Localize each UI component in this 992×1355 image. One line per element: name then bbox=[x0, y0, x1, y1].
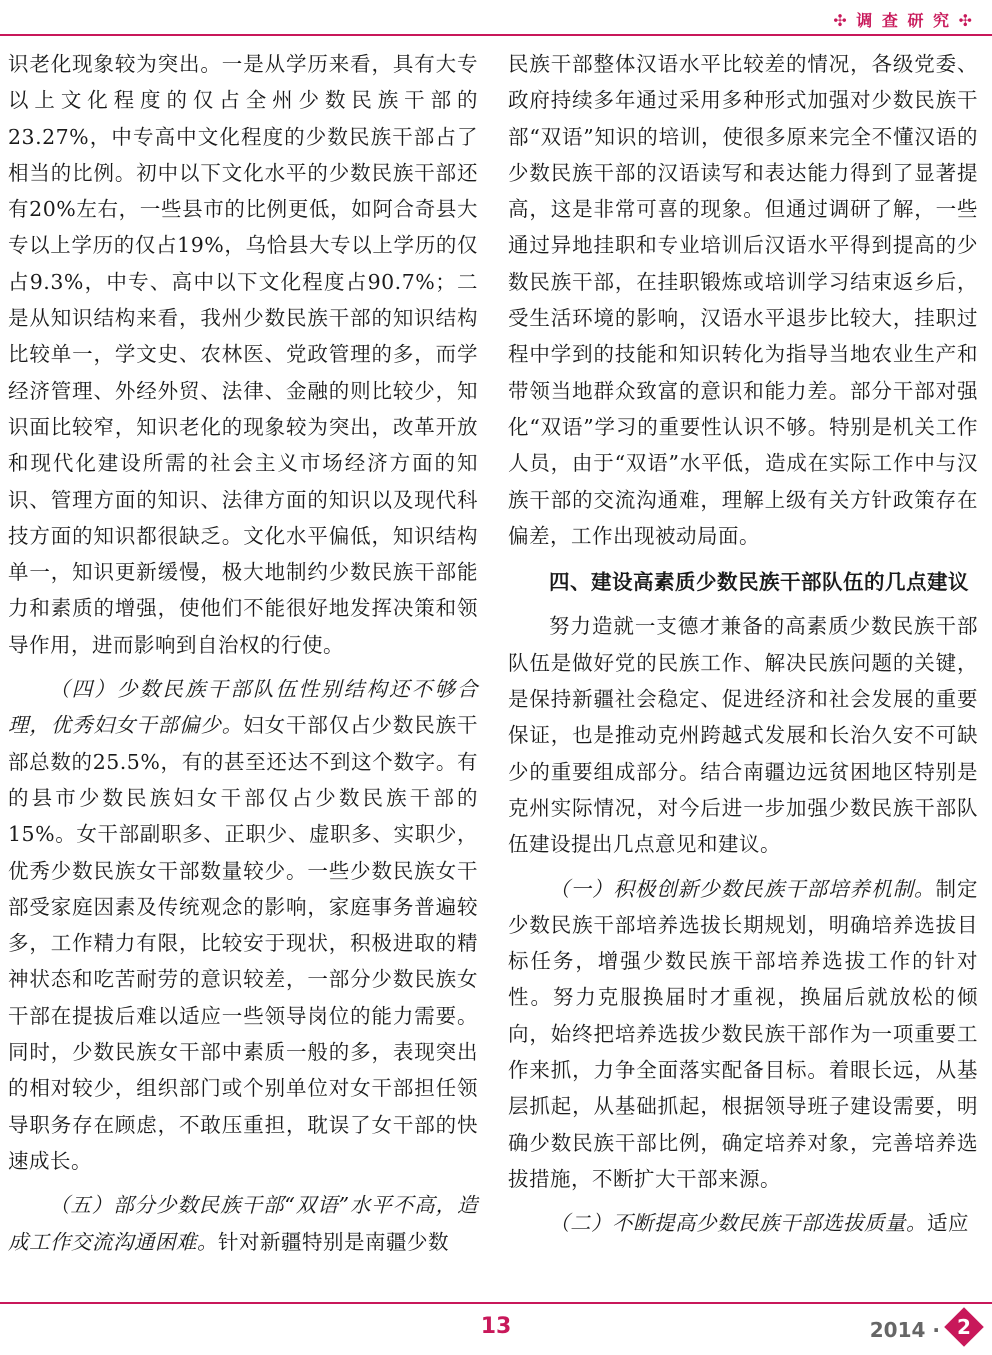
page-number: 13 bbox=[480, 1314, 512, 1339]
issue-number: 2 bbox=[957, 1315, 971, 1339]
paragraph-text: 针对新疆特别是南疆少数 bbox=[218, 1229, 449, 1254]
paragraph-text: 识老化现象较为突出。一是从学历来看，具有大专以上文化程度的仅占全州少数民族干部的23.27%，中专高中文化程度的少数民族干部占了相当的比例。初中以下文化水平的少数民族干部还有20%左右，一些县市的比例更低，如阿合奇县大专以上学历的仅占19%，乌恰县大专以上学历的仅占9.3%，中专、高中以下文化程度占90.7%；二是从知识结构来看，我州少数民族干部的知识结构比较单一，学文史、农林医、党政管理的多，而学经济管理、外经外贸、法律、金融的则比较少，知识面比较窄，知识老化的现象较为突出，改革开放和现代化建设所需的社会主义市场经济方面的知识、管理方面的知识、法律方面的知识以及现代科技方面的知识都很缺乏。文化水平偏低，知识结构单一，知识更新缓慢，极大地制约少数民族干部能力和素质的增强，使他们不能很好地发挥决策和领导作用，进而影响到自治权的行使。 bbox=[8, 52, 478, 657]
section-heading bbox=[508, 564, 978, 600]
paragraph bbox=[508, 46, 978, 554]
footer-rule bbox=[0, 1302, 992, 1304]
paragraph-text: 努力造就一支德才兼备的高素质少数民族干部队伍是做好党的民族工作、解决民族问题的关键，是保持新疆社会稳定、促进经济和社会发展的重要保证，也是推动克州跨越式发展和长治久安不可缺少的重要组成部分。结合南疆边远贫困地区特别是克州实际情况，对今后进一步加强少数民族干部队伍建设提出几点意见和建议。 bbox=[508, 614, 978, 857]
paragraph bbox=[508, 871, 978, 1198]
section-header: ✣ 调 查 研 究 ✣ bbox=[833, 11, 974, 30]
paragraph bbox=[508, 608, 978, 862]
header-rule bbox=[0, 34, 992, 36]
subsection-lead: （一）积极创新少数民族干部培养机制。 bbox=[549, 876, 936, 901]
paragraph-text: 四、建设高素质少数民族干部队伍的几点建议 bbox=[549, 570, 969, 595]
issue-year: 2014 · bbox=[869, 1318, 940, 1342]
subsection-lead: （五）部分少数民族干部“双语”水平不高，造成工作交流沟通困难。 bbox=[8, 1193, 478, 1254]
right-column bbox=[508, 46, 978, 1242]
left-column bbox=[8, 46, 478, 1260]
paragraph bbox=[8, 1187, 478, 1260]
subsection-lead: （二）不断提高少数民族干部选拔质量。 bbox=[549, 1211, 927, 1236]
subsection-lead: （四）少数民族干部队伍性别结构还不够合理，优秀妇女干部偏少。 bbox=[8, 677, 478, 738]
paragraph-text: 民族干部整体汉语水平比较差的情况，各级党委、政府持续多年通过采用多种形式加强对少数民族干部“双语”知识的培训，使很多原来完全不懂汉语的少数民族干部的汉语读写和表达能力得到了显著提高，这是非常可喜的现象。但通过调研了解，一些通过异地挂职和专业培训后汉语水平得到提高的少数民族干部，在挂职锻炼或培训学习结束返乡后，受生活环境的影响，汉语水平退步比较大，挂职过程中学到的技能和知识转化为指导当地农业生产和带领当地群众致富的意识和能力差。部分干部对强化“双语”学习的重要性认识不够。特别是机关工作人员，由于“双语”水平低，造成在实际工作中与汉族干部的交流沟通难，理解上级有关方针政策存在偏差，工作出现被动局面。 bbox=[508, 52, 978, 548]
paragraph-text: 妇女干部仅占少数民族干部总数的25.5%，有的甚至还达不到这个数字。有的县市少数民族妇女干部仅占少数民族干部的15%。女干部副职多、正职少、虚职多、实职少，优秀少数民族女干部数量较少。一些少数民族女干部受家庭因素及传统观念的影响，家庭事务普遍较多，工作精力有限，比较安于现状，积极进取的精神状态和吃苦耐劳的意识较差，一部分少数民族女干部在提拔后难以适应一些领导岗位的能力需要。同时，少数民族女干部中素质一般的多，表现突出的相对较少，组织部门或个别单位对女干部担任领导职务存在顾虑，不敢压重担，耽误了女干部的快速成长。 bbox=[8, 713, 479, 1173]
paragraph bbox=[8, 46, 478, 663]
paragraph-text: 制定少数民族干部培养选拔长期规划，明确培养选拔目标任务，增强少数民族干部培养选拔工作的针对性。努力克服换届时才重视，换届后就放松的倾向，始终把培养选拔少数民族干部作为一项重要工作来抓，力争全面落实配备目标。着眼长远，从基层抓起，从基础抓起，根据领导班子建设需要，明确少数民族干部比例，确定培养对象，完善培养选拔措施，不断扩大干部来源。 bbox=[508, 876, 979, 1191]
paragraph bbox=[8, 671, 478, 1179]
paragraph-text: 适应 bbox=[927, 1211, 969, 1236]
issue-badge bbox=[944, 1307, 984, 1347]
paragraph bbox=[508, 1205, 978, 1241]
